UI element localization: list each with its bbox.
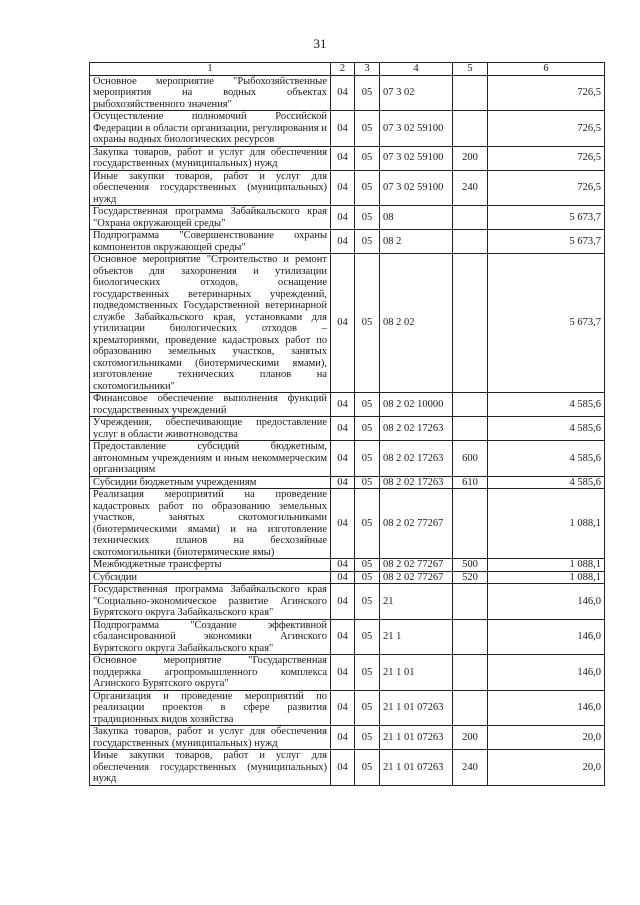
cell-name: Межбюджетные трансферты	[90, 559, 331, 572]
cell-sum: 1 088,1	[488, 571, 605, 584]
cell-pr: 05	[355, 489, 380, 559]
cell-vr	[453, 584, 488, 620]
cell-vr: 200	[453, 726, 488, 750]
cell-rz: 04	[331, 170, 355, 206]
cell-rz: 04	[331, 75, 355, 111]
cell-rz: 04	[331, 476, 355, 489]
cell-name: Иные закупки товаров, работ и услуг для обеспечения государственных (муниципальных) нужд	[90, 750, 331, 786]
cell-cs: 07 3 02 59100	[380, 111, 453, 147]
table-row	[90, 170, 605, 206]
page-number: 31	[313, 36, 327, 51]
cell-cs: 21 1 01 07263	[380, 690, 453, 726]
cell-vr	[453, 206, 488, 230]
cell-sum: 4 585,6	[488, 417, 605, 441]
cell-cs: 07 3 02 59100	[380, 146, 453, 170]
cell-cs: 08 2	[380, 230, 453, 254]
cell-rz: 04	[331, 750, 355, 786]
header-col-3: 3	[355, 63, 380, 76]
cell-vr: 520	[453, 571, 488, 584]
cell-name: Государственная программа Забайкальского края "Охрана окружающей среды"	[90, 206, 331, 230]
cell-cs: 21 1 01 07263	[380, 750, 453, 786]
cell-cs: 21	[380, 584, 453, 620]
header-col-5: 5	[453, 63, 488, 76]
cell-vr	[453, 75, 488, 111]
cell-rz: 04	[331, 393, 355, 417]
cell-cs: 08	[380, 206, 453, 230]
cell-name: Финансовое обеспечение выполнения функций государственных учреждений	[90, 393, 331, 417]
cell-sum: 146,0	[488, 584, 605, 620]
cell-name: Подпрограмма "Создание эффективной сбалансированной экономики Агинского Бурятского округа Забайкальского края"	[90, 619, 331, 655]
cell-sum: 5 673,7	[488, 230, 605, 254]
cell-sum: 1 088,1	[488, 489, 605, 559]
cell-cs: 08 2 02 17263	[380, 476, 453, 489]
cell-name: Основное мероприятие "Государственная поддержка агропромышленного комплекса Агинского Бурятского округа"	[90, 655, 331, 691]
table-row	[90, 726, 605, 750]
cell-cs: 21 1 01 07263	[380, 726, 453, 750]
cell-pr: 05	[355, 559, 380, 572]
cell-rz: 04	[331, 655, 355, 691]
cell-sum: 726,5	[488, 111, 605, 147]
cell-pr: 05	[355, 146, 380, 170]
header-col-1: 1	[90, 63, 331, 76]
cell-pr: 05	[355, 690, 380, 726]
header-col-6: 6	[488, 63, 605, 76]
cell-vr: 240	[453, 750, 488, 786]
table-body	[90, 75, 605, 785]
cell-pr: 05	[355, 655, 380, 691]
cell-pr: 05	[355, 619, 380, 655]
cell-vr	[453, 690, 488, 726]
cell-cs: 07 3 02 59100	[380, 170, 453, 206]
cell-rz: 04	[331, 571, 355, 584]
table-row	[90, 75, 605, 111]
cell-name: Основное мероприятие "Рыбохозяйственные мероприятия на водных объектах рыбохозяйственного значения"	[90, 75, 331, 111]
table-row	[90, 230, 605, 254]
table-row	[90, 655, 605, 691]
cell-vr	[453, 619, 488, 655]
cell-sum: 726,5	[488, 75, 605, 111]
cell-pr: 05	[355, 230, 380, 254]
cell-name: Субсидии	[90, 571, 331, 584]
cell-vr	[453, 393, 488, 417]
cell-rz: 04	[331, 441, 355, 477]
cell-pr: 05	[355, 111, 380, 147]
table-row	[90, 489, 605, 559]
table-row	[90, 146, 605, 170]
cell-rz: 04	[331, 619, 355, 655]
budget-table	[89, 62, 605, 786]
table-row	[90, 619, 605, 655]
cell-vr: 500	[453, 559, 488, 572]
table-row	[90, 254, 605, 393]
cell-pr: 05	[355, 571, 380, 584]
cell-rz: 04	[331, 254, 355, 393]
table-row	[90, 111, 605, 147]
cell-name: Иные закупки товаров, работ и услуг для обеспечения государственных (муниципальных) нужд	[90, 170, 331, 206]
cell-sum: 5 673,7	[488, 206, 605, 230]
cell-name: Предоставление субсидий бюджетным, автономным учреждениям и иным некоммерческим организациям	[90, 441, 331, 477]
cell-vr: 610	[453, 476, 488, 489]
table-row	[90, 690, 605, 726]
cell-name: Подпрограмма "Совершенствование охраны компонентов окружающей среды"	[90, 230, 331, 254]
table-row	[90, 441, 605, 477]
cell-vr	[453, 254, 488, 393]
cell-name: Закупка товаров, работ и услуг для обеспечения государственных (муниципальных) нужд	[90, 146, 331, 170]
cell-pr: 05	[355, 393, 380, 417]
cell-pr: 05	[355, 584, 380, 620]
cell-pr: 05	[355, 206, 380, 230]
cell-sum: 5 673,7	[488, 254, 605, 393]
cell-cs: 08 2 02 77267	[380, 559, 453, 572]
table-row	[90, 584, 605, 620]
cell-sum: 4 585,6	[488, 393, 605, 417]
cell-name: Осуществление полномочий Российской Федерации в области организации, регулирования и охраны водных биологических ресурсов	[90, 111, 331, 147]
cell-rz: 04	[331, 690, 355, 726]
cell-pr: 05	[355, 441, 380, 477]
table-row	[90, 571, 605, 584]
cell-name: Закупка товаров, работ и услуг для обеспечения государственных (муниципальных) нужд	[90, 726, 331, 750]
cell-name: Реализация мероприятий на проведение кадастровых работ по образованию земельных участков, занятых скотомогильниками (биотермическими ямами) и на изготовление технических планов на бесхозяйные скотомогильники (биотермические ямы)	[90, 489, 331, 559]
cell-pr: 05	[355, 170, 380, 206]
cell-vr: 240	[453, 170, 488, 206]
cell-pr: 05	[355, 75, 380, 111]
cell-rz: 04	[331, 417, 355, 441]
cell-cs: 08 2 02 77267	[380, 571, 453, 584]
cell-cs: 08 2 02 77267	[380, 489, 453, 559]
table-row	[90, 476, 605, 489]
cell-rz: 04	[331, 206, 355, 230]
cell-rz: 04	[331, 111, 355, 147]
cell-sum: 146,0	[488, 619, 605, 655]
cell-pr: 05	[355, 254, 380, 393]
cell-sum: 20,0	[488, 750, 605, 786]
cell-cs: 08 2 02 17263	[380, 441, 453, 477]
cell-vr	[453, 655, 488, 691]
cell-sum: 20,0	[488, 726, 605, 750]
table-row	[90, 206, 605, 230]
cell-pr: 05	[355, 417, 380, 441]
cell-pr: 05	[355, 476, 380, 489]
header-col-4: 4	[380, 63, 453, 76]
cell-pr: 05	[355, 750, 380, 786]
table-row	[90, 559, 605, 572]
cell-name: Субсидии бюджетным учреждениям	[90, 476, 331, 489]
cell-cs: 21 1	[380, 619, 453, 655]
cell-sum: 4 585,6	[488, 476, 605, 489]
cell-sum: 4 585,6	[488, 441, 605, 477]
cell-cs: 08 2 02 10000	[380, 393, 453, 417]
table-row	[90, 750, 605, 786]
cell-cs: 21 1 01	[380, 655, 453, 691]
table-row	[90, 393, 605, 417]
cell-vr	[453, 111, 488, 147]
cell-vr	[453, 230, 488, 254]
cell-rz: 04	[331, 559, 355, 572]
cell-cs: 08 2 02 17263	[380, 417, 453, 441]
cell-vr: 200	[453, 146, 488, 170]
table-header-row	[90, 63, 605, 76]
cell-name: Государственная программа Забайкальского края "Социально-экономическое развитие Агинского Бурятского округа Забайкальского края"	[90, 584, 331, 620]
cell-vr	[453, 489, 488, 559]
cell-vr: 600	[453, 441, 488, 477]
cell-pr: 05	[355, 726, 380, 750]
cell-cs: 08 2 02	[380, 254, 453, 393]
cell-rz: 04	[331, 146, 355, 170]
cell-name: Учреждения, обеспечивающие предоставление услуг в области животноводства	[90, 417, 331, 441]
cell-rz: 04	[331, 584, 355, 620]
cell-sum: 726,5	[488, 170, 605, 206]
cell-vr	[453, 417, 488, 441]
cell-sum: 1 088,1	[488, 559, 605, 572]
cell-sum: 146,0	[488, 655, 605, 691]
cell-sum: 146,0	[488, 690, 605, 726]
cell-sum: 726,5	[488, 146, 605, 170]
table-row	[90, 417, 605, 441]
cell-rz: 04	[331, 489, 355, 559]
cell-rz: 04	[331, 230, 355, 254]
cell-name: Основное мероприятие "Строительство и ремонт объектов для захоронения и утилизации биологических отходов, оснащение государственных ветеринарных учреждений, подведомственных Государственной ветеринарной службе Забайкальского края, установками для утилизации биологических отходов – крематориями, проведение кадастровых работ по образованию земельных участков, занятых скотомогильниками (биотермическими ямами), изготовление технических планов на скотомогильники"	[90, 254, 331, 393]
cell-name: Организация и проведение мероприятий по реализации проектов в сфере развития традиционных видов хозяйства	[90, 690, 331, 726]
cell-cs: 07 3 02	[380, 75, 453, 111]
header-col-2: 2	[331, 63, 355, 76]
cell-rz: 04	[331, 726, 355, 750]
